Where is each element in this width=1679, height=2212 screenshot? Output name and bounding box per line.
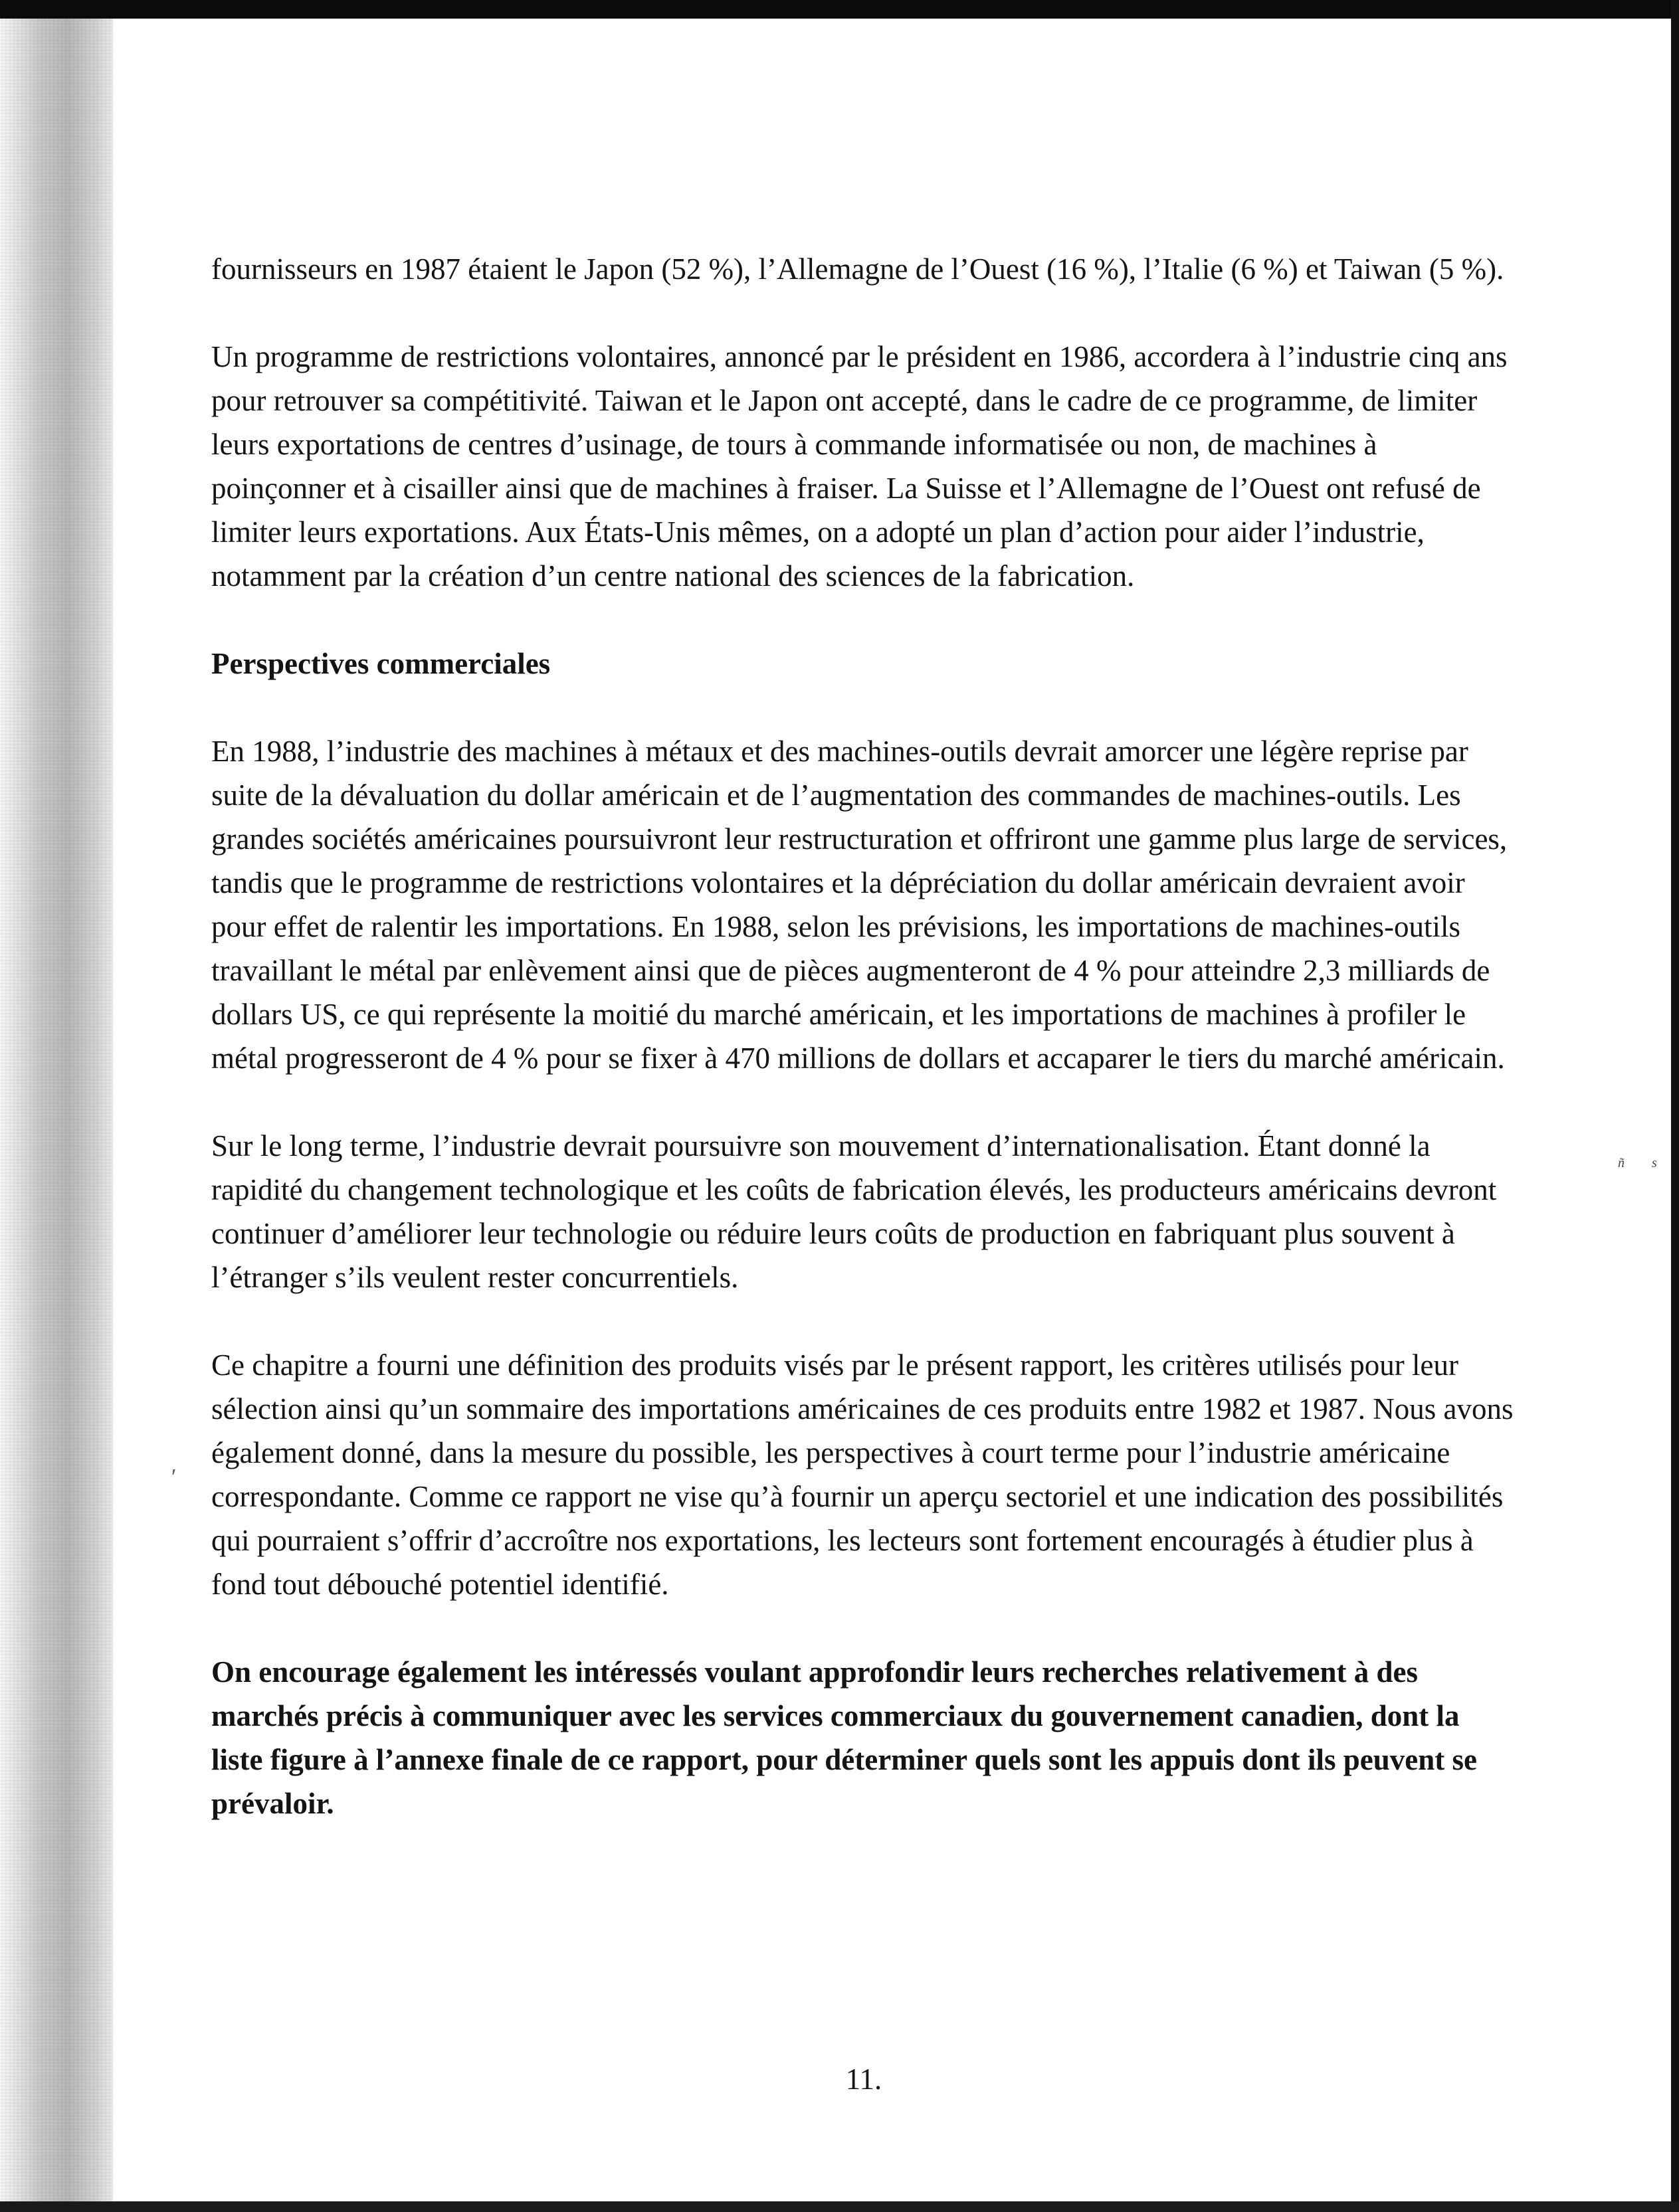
scan-top-border [0,0,1679,19]
page-number: 11. [845,2063,882,2096]
paragraph-voluntary-restrictions: Un programme de restrictions volontaires, annoncé par le président en 1986, accordera à l’industrie cinq ans pour retrouver sa compétitivité. Taiwan et le Japon ont accepté, dans le cadre de ce programme, de limiter leurs exportations de centres d’usinage, de tours à commande informatisée ou non, de machines à poinçonner et à cisailler ainsi que de machines à fraiser. La Suisse et l’Allemagne de l’Ouest ont refusé de limiter leurs exportations. Aux États-Unis mêmes, on a adopté un plan d’action pour aider l’industrie, notamment par la création d’un centre national des sciences de la fabrication. [211,340,1508,593]
paragraph-long-term: Sur le long terme, l’industrie devrait poursuivre son mouvement d’internationalisation. Étant donné la rapidité du changement technologique et les coûts de fabrication élevés, les producteurs américains devront continuer d’améliorer leur technologie ou réduire leurs coûts de production en fabriquant plus souvent à l’étranger s’ils veulent rester concurrentiels. [211,1129,1497,1294]
paragraph-suppliers: fournisseurs en 1987 étaient le Japon (52 %), l’Allemagne de l’Ouest (16 %), l’Italie (6 %) et Taiwan (5 %). [211,252,1504,286]
scan-speck: ′ [171,1465,177,1489]
scan-binding-edge [0,19,113,2204]
scan-right-border [1671,0,1679,2212]
scan-bottom-border [0,2201,1679,2212]
page-body [211,247,1514,1869]
section-heading: Perspectives commerciales [211,647,551,680]
margin-marks: ñ s [1618,1156,1669,1170]
paragraph-chapter-summary: Ce chapitre a fourni une définition des produits visés par le présent rapport, les critères utilisés pour leur sélection ainsi qu’un sommaire des importations américaines de ces produits entre 1982 et 1987. Nous avons également donné, dans la mesure du possible, les perspectives à court terme pour l’industrie américaine correspondante. Comme ce rapport ne vise qu’à fournir un aperçu sectoriel et une indication des possibilités qui pourraient s’offrir d’accroître nos exportations, les lecteurs sont fortement encouragés à étudier plus à fond tout débouché potentiel identifié. [211,1348,1514,1601]
paragraph-outlook-1988: En 1988, l’industrie des machines à métaux et des machines-outils devrait amorcer une légère reprise par suite de la dévaluation du dollar américain et de l’augmentation des commandes de machines-outils. Les grandes sociétés américaines poursuivront leur restructuration et offriront une gamme plus large de services, tandis que le programme de restrictions volontaires et la dépréciation du dollar américain devraient avoir pour effet de ralentir les importations. En 1988, selon les prévisions, les importations de machines-outils travaillant le métal par enlèvement ainsi que de pièces augmenteront de 4 % pour atteindre 2,3 milliards de dollars US, ce qui représente la moitié du marché américain, et les importations de machines à profiler le métal progresseront de 4 % pour se fixer à 470 millions de dollars et accaparer le tiers du marché américain. [211,735,1508,1075]
paragraph-closing-note: On encourage également les intéressés voulant approfondir leurs recherches relativement à des marchés précis à communiquer avec les services commerciaux du gouvernement canadien, dont la liste figure à l’annexe finale de ce rapport, pour déterminer quels sont les appuis dont ils peuvent se prévaloir. [211,1655,1478,1820]
